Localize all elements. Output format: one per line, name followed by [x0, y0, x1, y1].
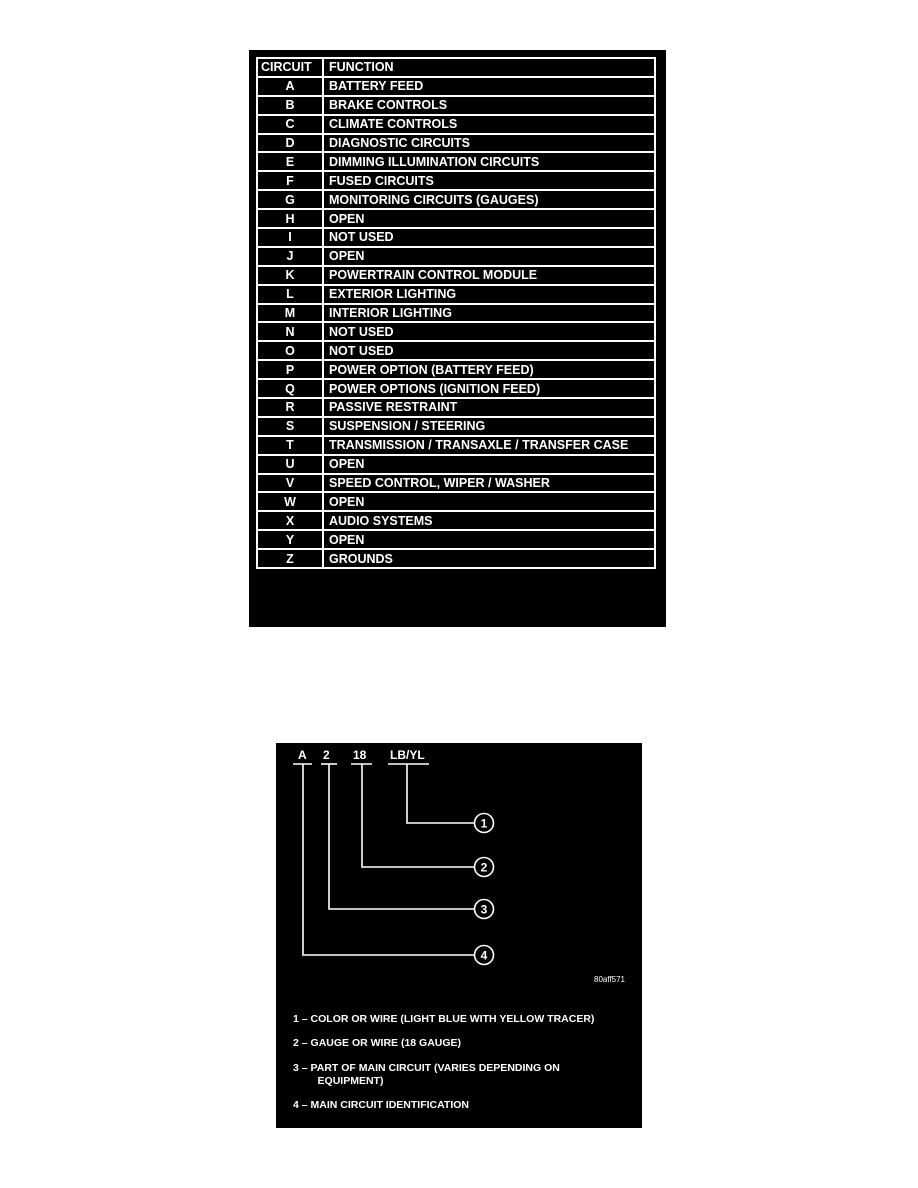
table-row: [257, 530, 655, 549]
table-row: [257, 304, 655, 323]
legend-number: 2: [293, 1037, 299, 1049]
table-row: [257, 322, 655, 341]
table-row: [257, 511, 655, 530]
circuit-function: POWER OPTION (BATTERY FEED): [323, 360, 655, 379]
circuit-code: E: [257, 152, 323, 171]
circuit-function: POWERTRAIN CONTROL MODULE: [323, 266, 655, 285]
circuit-code: X: [257, 511, 323, 530]
table-row: [257, 492, 655, 511]
circuit-code: I: [257, 228, 323, 247]
circuit-function: POWER OPTIONS (IGNITION FEED): [323, 379, 655, 398]
circuit-function: EXTERIOR LIGHTING: [323, 285, 655, 304]
leader-line-2: [362, 764, 474, 867]
legend-text-line: PART OF MAIN CIRCUIT (VARIES DEPENDING ON: [310, 1062, 560, 1074]
circuit-table: [256, 57, 656, 569]
circuit-function: PASSIVE RESTRAINT: [323, 398, 655, 417]
circuit-function: OPEN: [323, 530, 655, 549]
circuit-code: L: [257, 285, 323, 304]
circuit-code: S: [257, 417, 323, 436]
callout-number-4: 4: [480, 948, 488, 963]
circuit-function: OPEN: [323, 209, 655, 228]
table-header-row: [257, 58, 655, 77]
table-row: [257, 96, 655, 115]
table-row: [257, 398, 655, 417]
legend-text: MAIN CIRCUIT IDENTIFICATION: [310, 1099, 469, 1111]
circuit-function: NOT USED: [323, 341, 655, 360]
circuit-function: OPEN: [323, 247, 655, 266]
table-row: [257, 77, 655, 96]
table-row: [257, 285, 655, 304]
leader-line-1: [407, 764, 474, 823]
legend-number: 3: [293, 1062, 299, 1074]
circuit-code: D: [257, 134, 323, 153]
circuit-code: K: [257, 266, 323, 285]
table-row: [257, 436, 655, 455]
circuit-function: INTERIOR LIGHTING: [323, 304, 655, 323]
table-row: [257, 266, 655, 285]
table-row: [257, 209, 655, 228]
circuit-function: NOT USED: [323, 228, 655, 247]
circuit-code: R: [257, 398, 323, 417]
circuit-function: TRANSMISSION / TRANSAXLE / TRANSFER CASE: [323, 436, 655, 455]
table-row: [257, 247, 655, 266]
table-row: [257, 152, 655, 171]
table-row: [257, 549, 655, 568]
circuit-function: SUSPENSION / STEERING: [323, 417, 655, 436]
circuit-code: U: [257, 455, 323, 474]
circuit-code: F: [257, 171, 323, 190]
table-row: [257, 115, 655, 134]
circuit-function: FUSED CIRCUITS: [323, 171, 655, 190]
table-row: [257, 171, 655, 190]
legend-item-1: 1 – COLOR OR WIRE (LIGHT BLUE WITH YELLOW TRACER): [293, 1013, 595, 1025]
circuit-function: MONITORING CIRCUITS (GAUGES): [323, 190, 655, 209]
leader-line-3: [329, 764, 474, 909]
circuit-code: A: [257, 77, 323, 96]
table-row: [257, 417, 655, 436]
code-part-color: LB/YL: [390, 748, 425, 762]
header-function: FUNCTION: [323, 58, 655, 77]
circuit-function: OPEN: [323, 492, 655, 511]
legend-number: 1: [293, 1013, 299, 1025]
circuit-function: NOT USED: [323, 322, 655, 341]
circuit-code: J: [257, 247, 323, 266]
circuit-code: Y: [257, 530, 323, 549]
circuit-code: M: [257, 304, 323, 323]
legend-text-line: EQUIPMENT): [317, 1075, 384, 1087]
circuit-function: DIMMING ILLUMINATION CIRCUITS: [323, 152, 655, 171]
table-row: [257, 341, 655, 360]
circuit-code: O: [257, 341, 323, 360]
code-part-circuit: A: [298, 748, 307, 762]
circuit-code: G: [257, 190, 323, 209]
circuit-function: GROUNDS: [323, 549, 655, 568]
table-row: [257, 379, 655, 398]
table-row: [257, 360, 655, 379]
table-row: [257, 455, 655, 474]
figure-id: 80aff571: [594, 975, 625, 984]
circuit-function: AUDIO SYSTEMS: [323, 511, 655, 530]
circuit-code: P: [257, 360, 323, 379]
table-row: [257, 190, 655, 209]
circuit-code: W: [257, 492, 323, 511]
table-row: [257, 228, 655, 247]
code-part-gauge: 18: [353, 748, 367, 762]
circuit-function: OPEN: [323, 455, 655, 474]
header-circuit: CIRCUIT: [257, 58, 323, 77]
table-row: [257, 474, 655, 493]
circuit-function: SPEED CONTROL, WIPER / WASHER: [323, 474, 655, 493]
circuit-function: BRAKE CONTROLS: [323, 96, 655, 115]
callout-number-1: 1: [480, 816, 488, 831]
wire-code-diagram: [276, 743, 642, 1128]
callout-number-3: 3: [480, 902, 488, 917]
legend-item-3: 3 – PART OF MAIN CIRCUIT (VARIES DEPENDING ON EQUIPMENT): [293, 1062, 560, 1087]
circuit-function: CLIMATE CONTROLS: [323, 115, 655, 134]
legend-item-2: 2 – GAUGE OR WIRE (18 GAUGE): [293, 1037, 462, 1049]
circuit-code: H: [257, 209, 323, 228]
circuit-function: DIAGNOSTIC CIRCUITS: [323, 134, 655, 153]
circuit-code: B: [257, 96, 323, 115]
callout-number-2: 2: [480, 860, 488, 875]
circuit-code: T: [257, 436, 323, 455]
circuit-code: Z: [257, 549, 323, 568]
circuit-code: N: [257, 322, 323, 341]
legend-text: GAUGE OR WIRE (18 GAUGE): [310, 1037, 462, 1049]
circuit-code: Q: [257, 379, 323, 398]
legend-text: COLOR OR WIRE (LIGHT BLUE WITH YELLOW TRACER): [310, 1013, 595, 1025]
circuit-code: V: [257, 474, 323, 493]
table-row: [257, 134, 655, 153]
circuit-table-panel: [249, 50, 666, 627]
code-part-sub: 2: [323, 748, 330, 762]
circuit-function: BATTERY FEED: [323, 77, 655, 96]
circuit-code: C: [257, 115, 323, 134]
legend-number: 4: [293, 1099, 299, 1111]
legend-item-4: 4 – MAIN CIRCUIT IDENTIFICATION: [293, 1099, 469, 1111]
legend-text: [311, 1062, 560, 1088]
